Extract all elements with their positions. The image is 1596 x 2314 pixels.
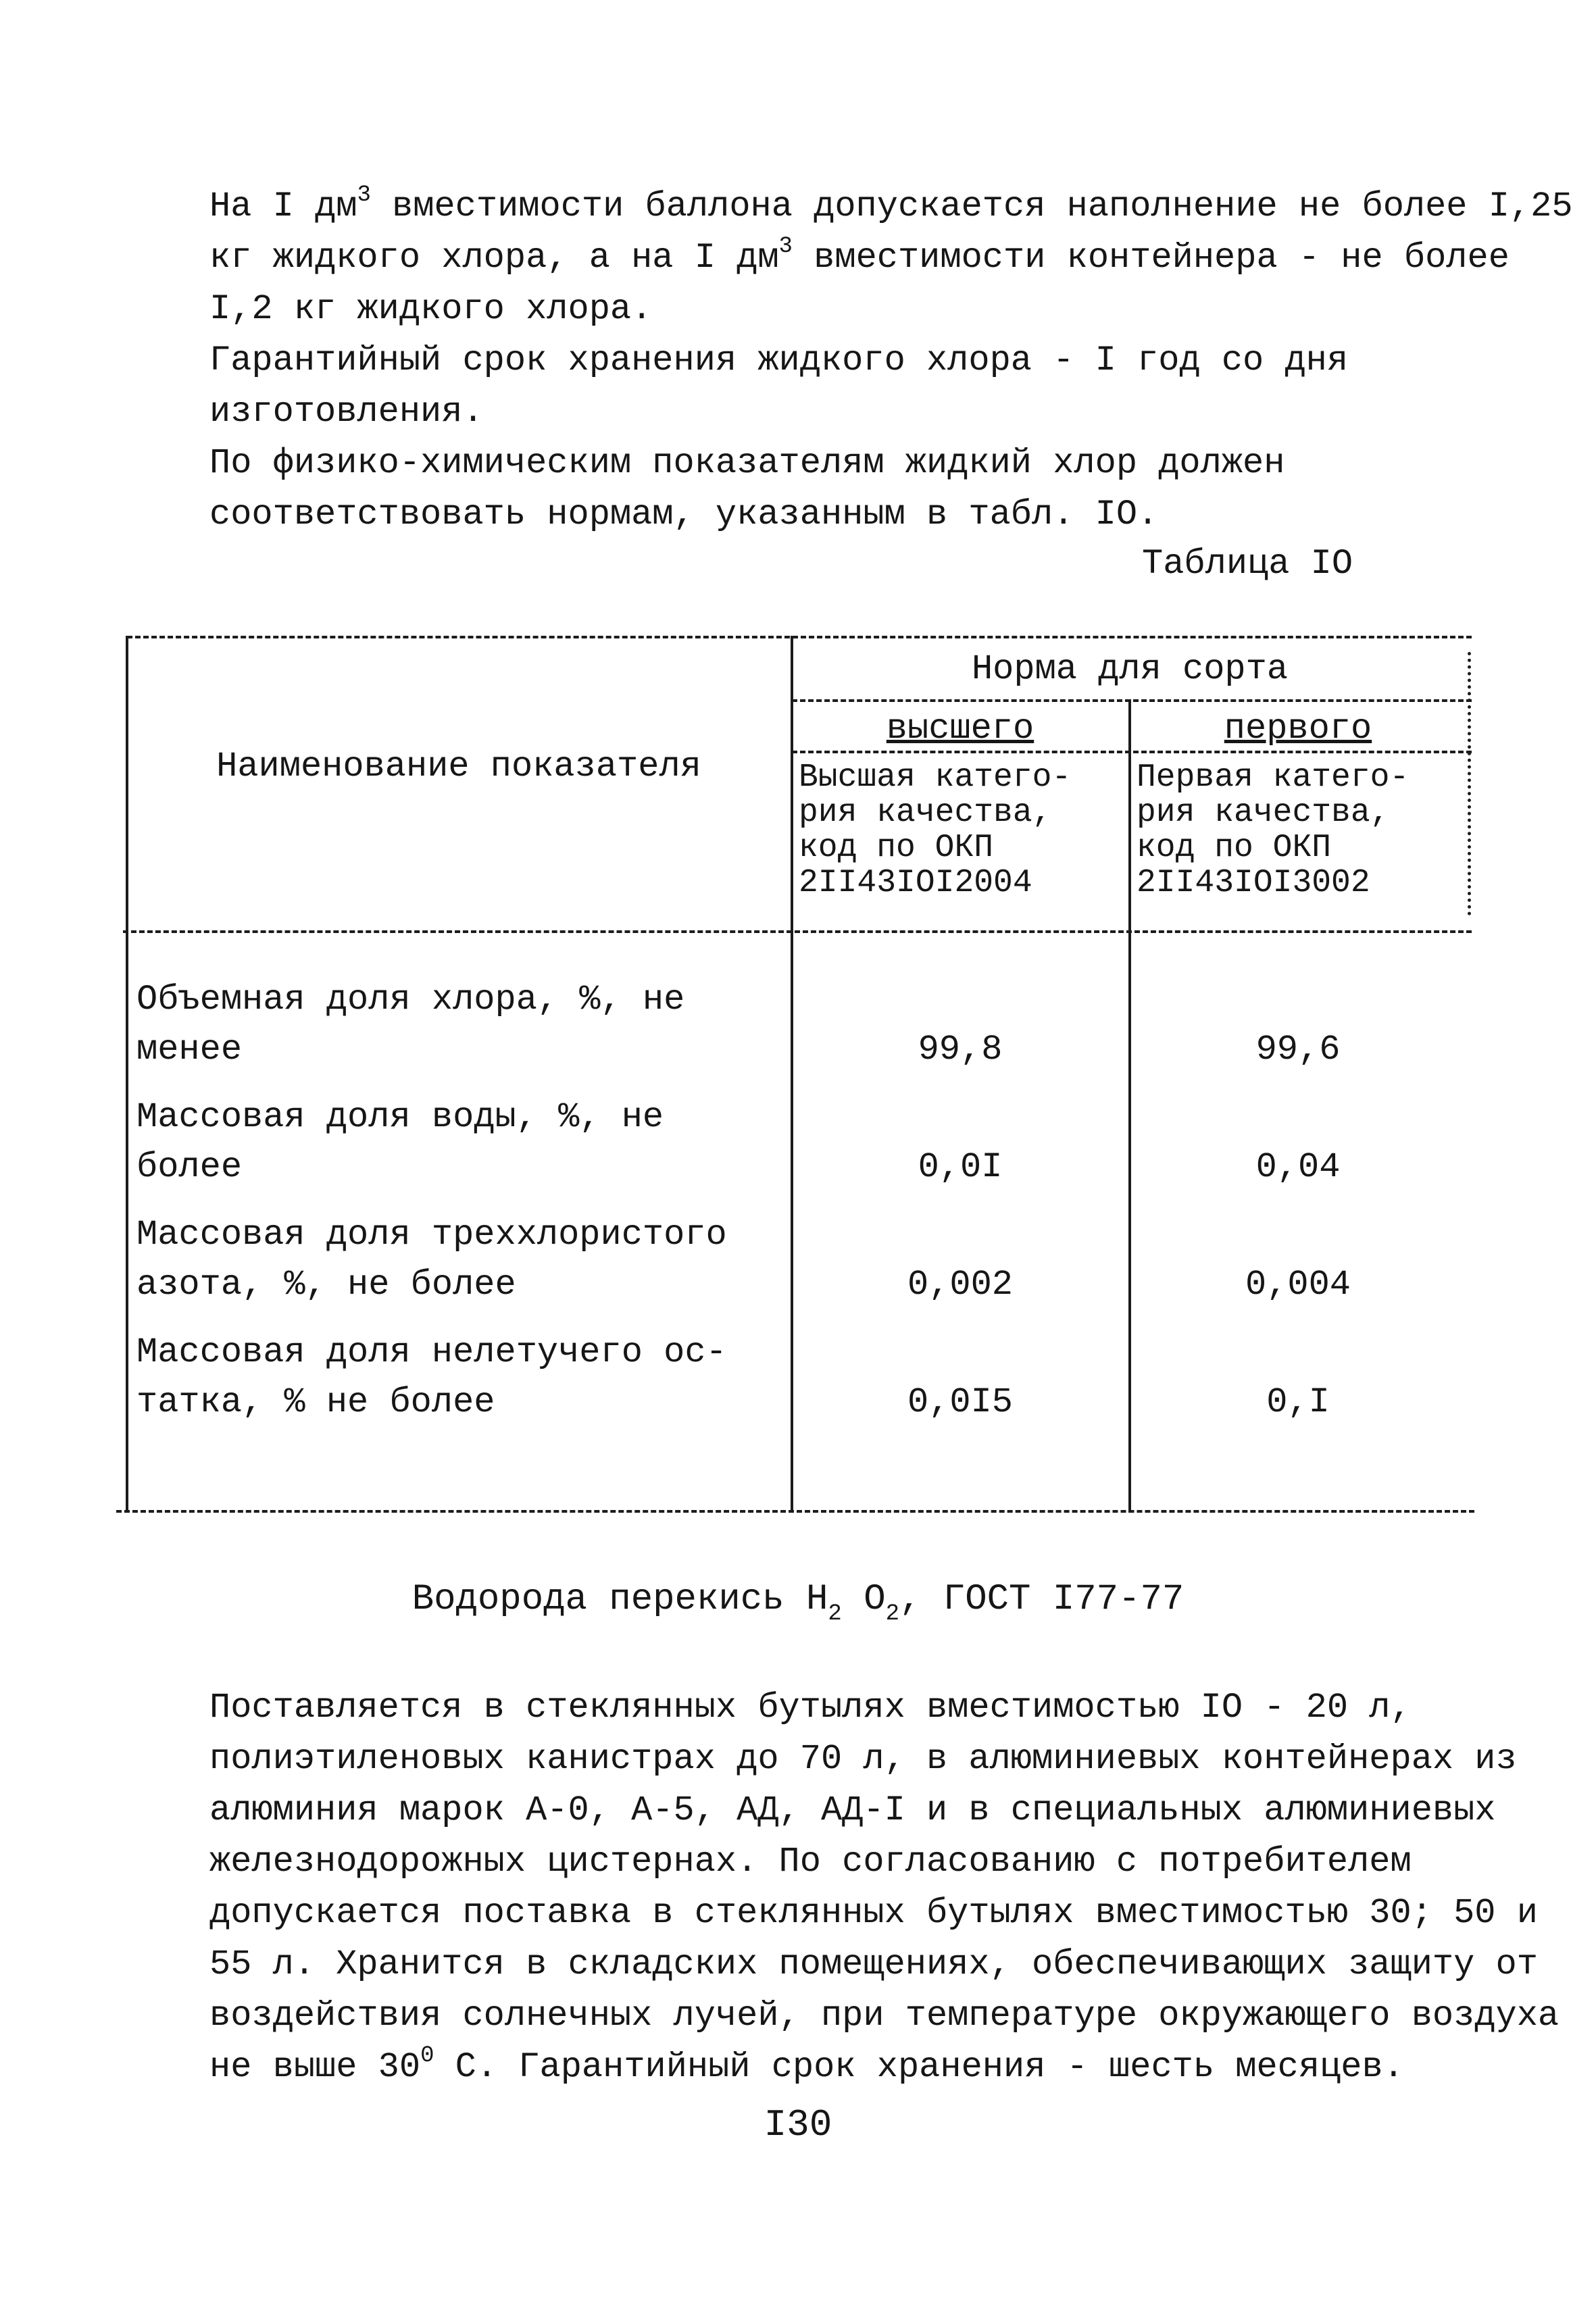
paragraph-text: вместимости контейнера - не более I,2 кг жидкого хлора. xyxy=(209,238,1510,329)
table-top-rule xyxy=(127,636,1472,638)
table-cell-first: 0,004 xyxy=(1245,1265,1351,1305)
row-name-line: Массовая доля нелетучего ос- xyxy=(136,1332,727,1372)
table-cell-first: 99,6 xyxy=(1255,1030,1341,1070)
row-name-line: татка, % не более xyxy=(136,1382,495,1422)
category-line: рия качества, xyxy=(799,795,1052,831)
category-line: Первая катего- xyxy=(1137,759,1410,796)
header-grade-high: высшего xyxy=(886,709,1034,749)
paragraph-text: На I дм xyxy=(209,186,357,226)
table-cell-high: 0,002 xyxy=(907,1265,1014,1305)
row-name-line: Массовая доля треххлористого xyxy=(136,1215,727,1255)
table-row-name xyxy=(136,1092,785,1192)
header-bottom-rule xyxy=(123,930,1472,933)
row-name-line: менее xyxy=(136,1030,243,1070)
header-indicator-name: Наименование показателя xyxy=(216,747,701,786)
paragraph-peroxide-supply xyxy=(111,1682,1585,2093)
row-name-line: Объемная доля хлора, %, не xyxy=(136,980,685,1020)
table-cell-high: 99,8 xyxy=(918,1030,1003,1070)
title-text: O xyxy=(841,1579,886,1620)
table-caption: Таблица IO xyxy=(1142,544,1353,584)
paragraph-physchem: По физико-химическим показателям жидкий хлор должен соответствовать нормам, указанным в табл. IO. xyxy=(209,443,1285,534)
table-bottom-rule xyxy=(116,1510,1474,1513)
table-cell-high: 0,0I5 xyxy=(907,1382,1014,1422)
table-row-name xyxy=(136,1328,785,1428)
superscript: 3 xyxy=(778,234,793,259)
table-cell-high: 0,0I xyxy=(918,1147,1003,1187)
table-cell-first: 0,I xyxy=(1266,1382,1330,1422)
norm-header-rule xyxy=(792,699,1472,702)
okp-code: 2II43IOI2004 xyxy=(799,865,1032,901)
row-name-line: Массовая доля воды, %, не xyxy=(136,1097,664,1137)
paragraph-text: вместимости баллона допускается наполнение не более I,25 кг жидкого хлора, а на I дм xyxy=(209,186,1573,278)
okp-code: 2II43IOI3002 xyxy=(1137,865,1370,901)
row-name-line: азота, %, не более xyxy=(136,1265,516,1305)
header-category-high xyxy=(799,760,1127,901)
category-line: код по ОКП xyxy=(1137,830,1332,866)
section-title xyxy=(0,1574,1596,1626)
superscript: 3 xyxy=(357,182,371,208)
table-cell-first: 0,04 xyxy=(1255,1147,1341,1187)
specs-table xyxy=(116,632,1474,1513)
paragraph-shelf-life: Гарантийный срок хранения жидкого хлора - I год со дня изготовления. xyxy=(209,341,1349,432)
header-category-first xyxy=(1137,760,1465,901)
category-line: Высшая катего- xyxy=(799,759,1072,796)
title-text: , ГОСТ I77-77 xyxy=(899,1579,1184,1620)
header-grade-first: первого xyxy=(1224,709,1372,749)
paragraph-text: Поставляется в стеклянных бутылях вместимостью IO - 20 л, полиэтиленовых канистрах до 70 л, в алюминиевых контейнерах из алюминия марок А-0, А-5, АД, АД-I и в специальных алюминиевых железнодорожных цистернах. По согласованию с потребителем допускается поставка в стеклянных бутылях вместимостью 30; 50 и 55 л. Хранится в складских помещениях, обеспечивающих защиту от воздействия солнечных лучей, при температуре окружающего воздуха не выше 30 xyxy=(209,1688,1560,2087)
superscript: 0 xyxy=(420,2043,434,2069)
table-row-name xyxy=(136,1210,785,1310)
header-norm: Норма для сорта xyxy=(971,649,1289,689)
title-text: Водорода перекись H xyxy=(412,1579,828,1620)
subscript: 2 xyxy=(885,1601,900,1627)
paragraph-capacity xyxy=(111,181,1585,335)
category-line: код по ОКП xyxy=(799,830,994,866)
subscript: 2 xyxy=(828,1601,842,1627)
table-right-border xyxy=(1468,652,1471,915)
page-number: I30 xyxy=(764,2103,832,2146)
row-name-line: более xyxy=(136,1147,243,1187)
grade-header-rule xyxy=(792,751,1472,753)
table-row-name xyxy=(136,975,785,1075)
category-line: рия качества, xyxy=(1137,795,1390,831)
paragraph-text: С. Гарантийный срок хранения - шесть месяцев. xyxy=(434,2047,1404,2087)
